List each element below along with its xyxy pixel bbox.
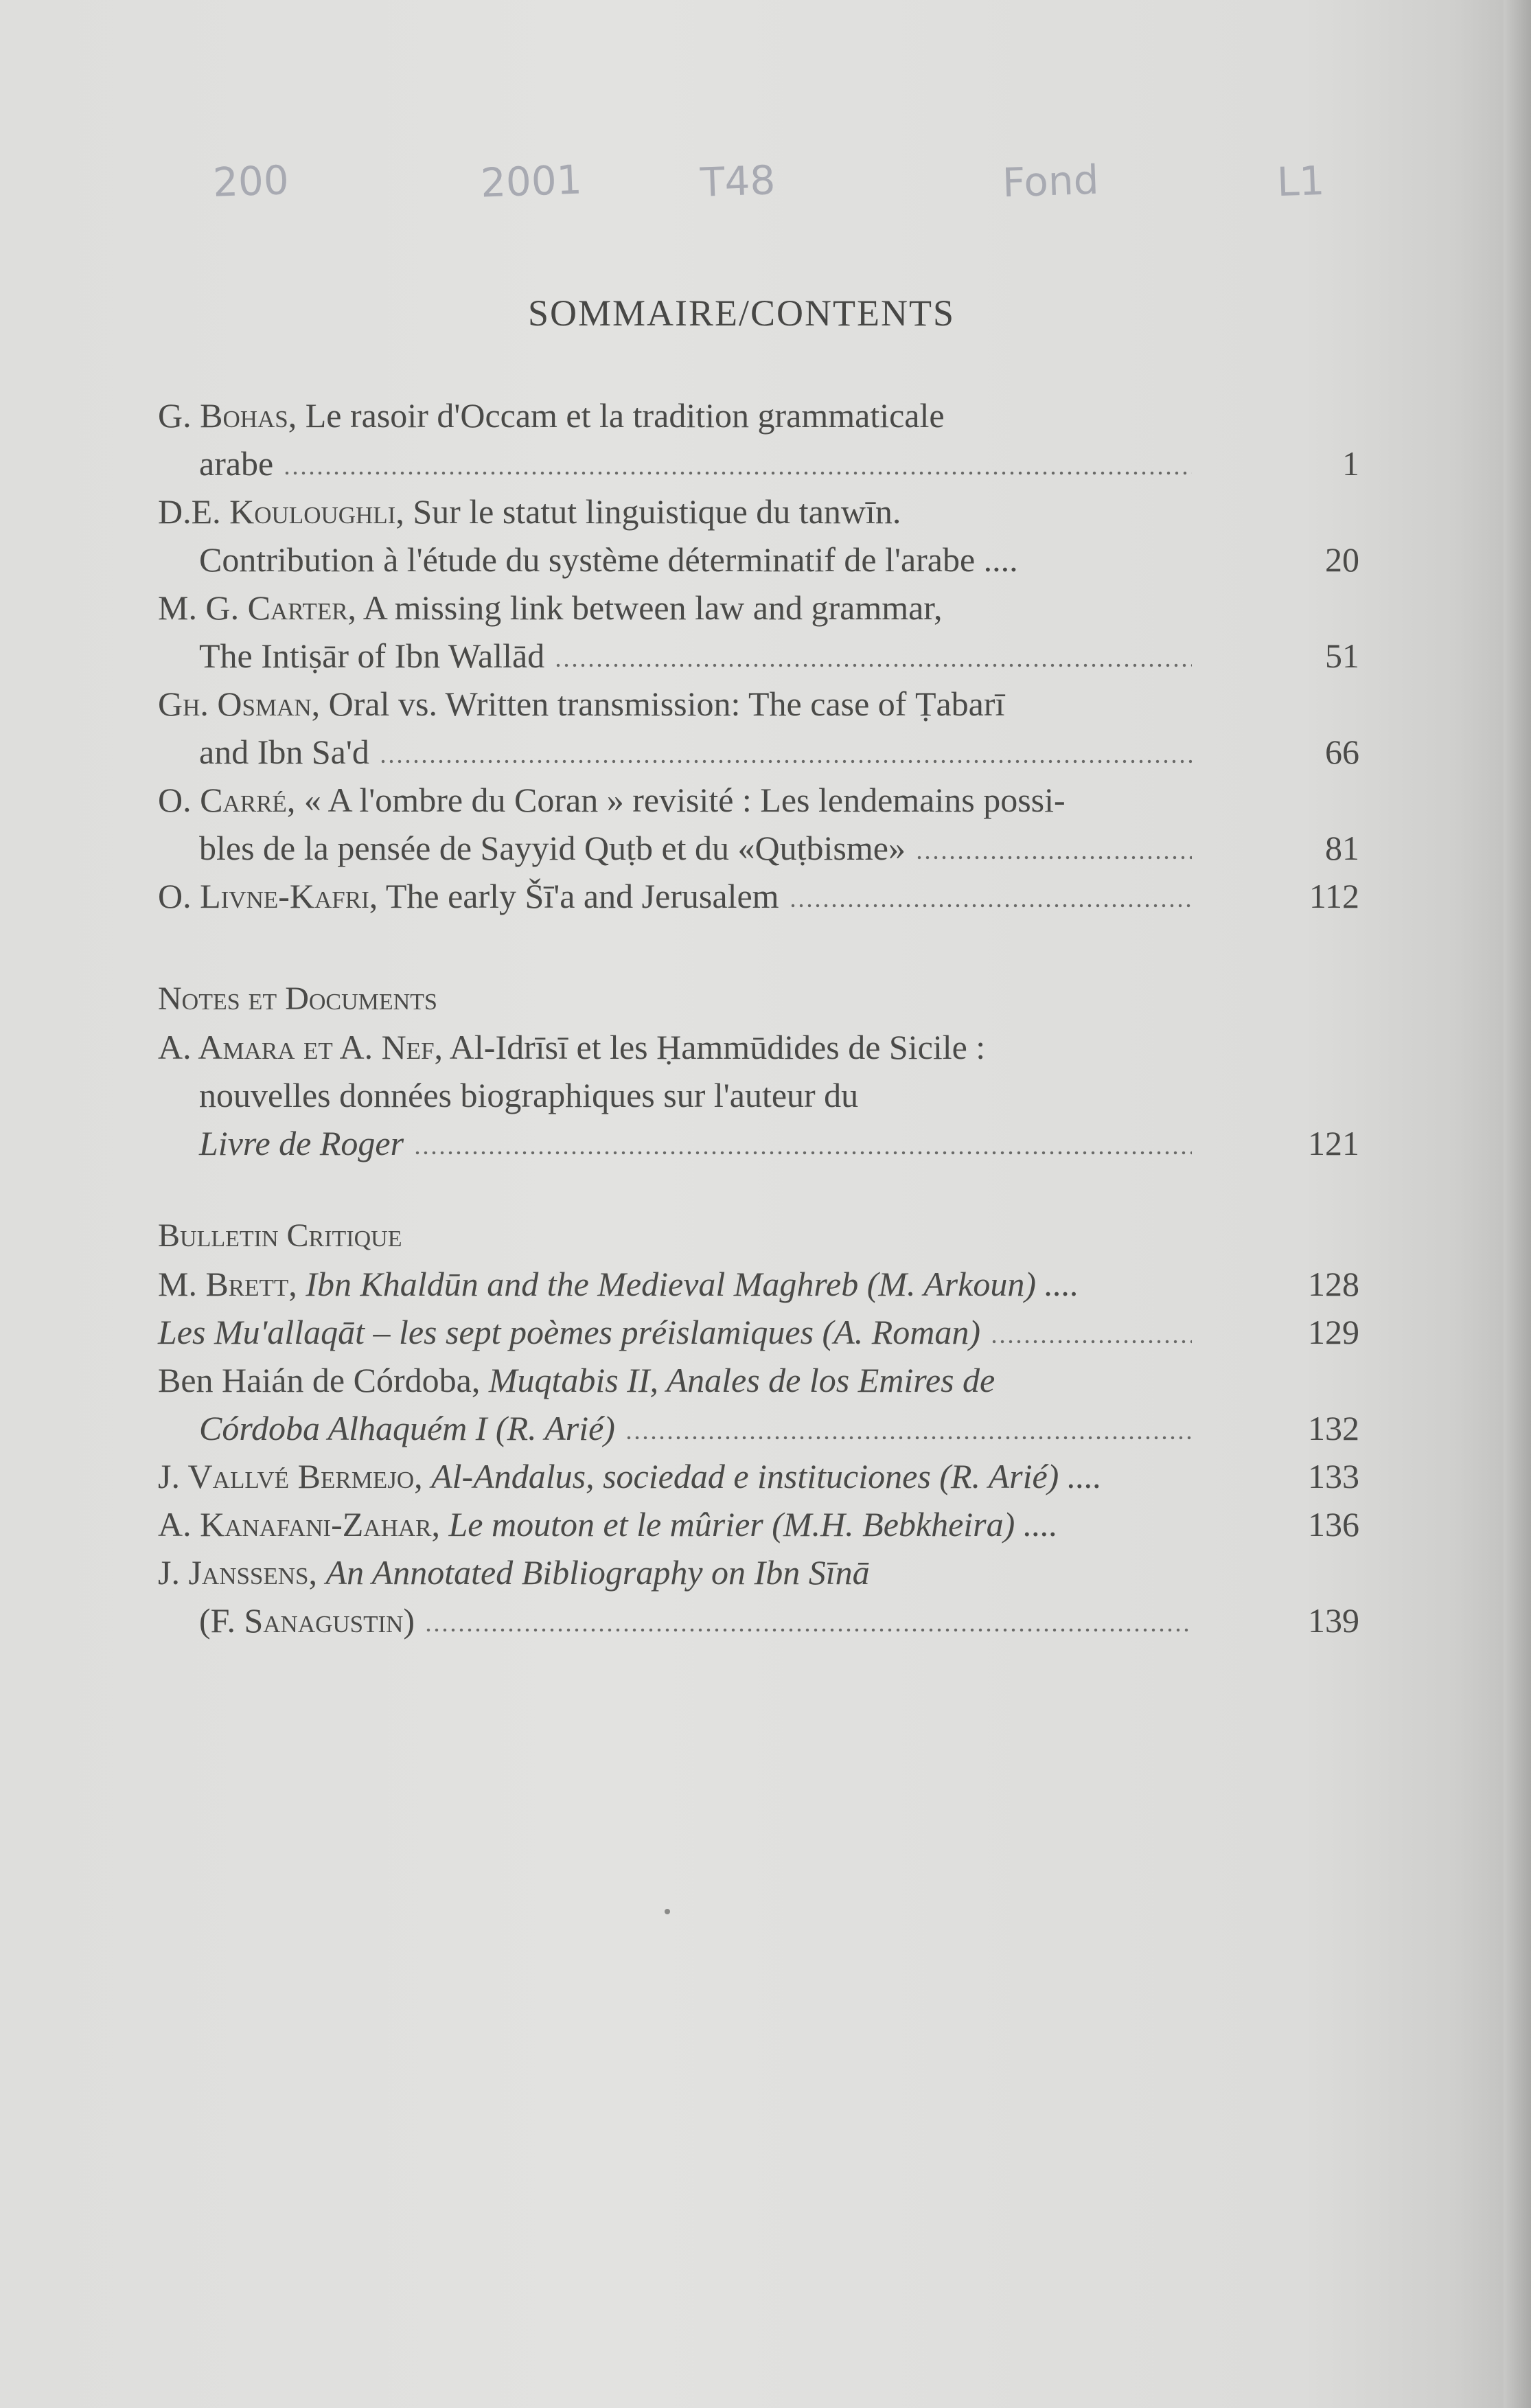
toc-entry-continuation [158,1119,1359,1167]
entry-author: G. Bohas [158,396,288,435]
entry-page-number: 66 [1325,733,1359,771]
entry-title-line: Ibn Khaldūn and the Medieval Maghreb (M. Arkoun) .... [306,1265,1079,1303]
handwritten-note-3: T48 [699,157,776,206]
entry-page-number: 129 [1308,1313,1359,1351]
toc-entry-continuation [158,824,1359,872]
toc-entry: A. Amara et A. Nef, Al-Idrīsī et les Ḥammūdides de Sicile : [158,1028,986,1066]
leader-dots [283,466,1192,475]
entry-page-number: 128 [1308,1265,1359,1303]
entry-author: A. Kanafani-Zahar [158,1505,432,1544]
ink-speck [665,1909,670,1914]
entry-author: J. Janssens [158,1553,309,1592]
page-edge-shadow [1504,0,1531,2408]
entry-author: Gh. Osman [158,685,312,723]
entry-title-line: Le mouton et le mûrier (M.H. Bebkheira) .... [448,1505,1058,1544]
toc-entry: Gh. Osman, Oral vs. Written transmission: The case of Ṭabarī [158,685,1005,723]
entry-page-number: 133 [1308,1457,1359,1495]
toc-entry: O. Livne-Kafri, The early Šī'a and Jerusalem 112 [158,872,1325,920]
entry-title-line: An Annotated Bibliography on Ibn Sīnā [325,1553,870,1592]
toc-entry: O. Carré, « A l'ombre du Coran » revisité : Les lendemains possi- [158,781,1066,819]
entry-title-line: bles de la pensée de Sayyid Quṭb et du «Quṭbisme» [199,829,906,867]
entry-title-line: Oral vs. Written transmission: The case of Ṭabarī [328,685,1005,723]
leader-dots [625,1430,1192,1440]
toc-entry-continuation [158,1404,1359,1452]
entry-page-number: 132 [1308,1409,1359,1447]
toc-entry-continuation [158,632,1359,680]
entry-page-number: 112 [1309,877,1359,915]
entry-author: M. Brett [158,1265,289,1303]
entry-title-line: « A l'ombre du Coran » revisité : Les lendemains possi- [303,781,1066,819]
entry-title-line: The early Šī'a and Jerusalem [385,877,779,915]
entry-title-line: Sur le statut linguistique du tanwīn. [413,492,901,531]
entry-page-number: 136 [1308,1505,1359,1544]
entry-page-number: 139 [1308,1601,1359,1640]
section-heading: Notes et Documents [158,981,437,1017]
toc-entry-continuation [158,1596,1359,1644]
section-heading: Bulletin Critique [158,1217,402,1254]
entry-author: M. G. Carter [158,588,348,627]
entry-author: Ben Haián de Córdoba [158,1361,472,1399]
entry-author: J. Vallvé Bermejo [158,1457,415,1495]
entry-author: O. Carré [158,781,287,819]
leader-dots [379,754,1192,764]
page-title: SOMMAIRE/CONTENTS [527,293,956,334]
entry-title-line: Les Mu'allaqāt – les sept poèmes préislamiques (A. Roman) [158,1313,981,1351]
handwritten-note-4: Fond [1001,156,1100,207]
handwritten-annotations [0,158,1531,220]
toc-entry [158,1308,1359,1356]
entry-title-line: arabe [199,444,274,483]
entry-title-line: Livre de Roger [199,1124,404,1162]
toc-entry: Ben Haián de Córdoba, Muqtabis II, Anales de los Emires de [158,1361,995,1399]
entry-page-number: 51 [1325,637,1359,675]
toc-entry-continuation [158,536,1359,584]
entry-title-line: Córdoba Alhaquém I (R. Arié) [199,1409,615,1447]
toc-entry: M. Brett, Ibn Khaldūn and the Medieval Maghreb (M. Arkoun) .... 128 [158,1260,1325,1308]
entry-page-number: 1 [1342,444,1359,483]
entry-page-number: 20 [1325,540,1359,579]
toc-entry: D.E. Kouloughli, Sur le statut linguistique du tanwīn. [158,492,901,531]
leader-dots [789,898,1192,908]
entry-page-number: 81 [1325,829,1359,867]
toc-entry-continuation [158,728,1359,776]
leader-dots [424,1622,1192,1632]
entry-title-line: Le rasoir d'Occam et la tradition grammaticale [305,396,945,435]
entry-title-line: The Intiṣār of Ibn Wallād [199,637,545,675]
entry-author: A. Amara et A. Nef [158,1028,435,1066]
toc-entry: G. Bohas, Le rasoir d'Occam et la tradition grammaticale [158,396,945,435]
handwritten-note-1: 200 [211,157,290,206]
entry-author: O. Livne-Kafri [158,877,369,915]
leader-dots [554,658,1192,667]
toc-notes-documents [158,975,1359,1167]
toc-entry-continuation [158,1071,1325,1119]
entry-author: D.E. Kouloughli [158,492,396,531]
leader-dots [413,1145,1192,1155]
toc-articles [158,391,1359,920]
handwritten-note-5: L1 [1276,157,1326,206]
entry-title-line: nouvelles données biographiques sur l'auteur du [199,1076,859,1114]
toc-entry: M. G. Carter, A missing link between law and grammar, [158,588,943,627]
entry-title-line: Al-Idrīsī et les Ḥammūdides de Sicile : [449,1028,986,1066]
toc-entry: J. Janssens, An Annotated Bibliography on Ibn Sīnā [158,1553,870,1592]
leader-dots [990,1334,1192,1344]
entry-title-line: Contribution à l'étude du système déterminatif de l'arabe .... [199,540,1018,579]
toc-entry: J. Vallvé Bermejo, Al-Andalus, sociedad e instituciones (R. Arié) .... 133 [158,1452,1325,1500]
toc-bulletin-critique [158,1212,1359,1644]
handwritten-note-2: 2001 [479,156,583,207]
toc-entry: A. Kanafani-Zahar, Le mouton et le mûrier (M.H. Bebkheira) .... 136 [158,1500,1325,1548]
entry-page-number: 121 [1308,1124,1359,1162]
entry-title-line: A missing link between law and grammar, [362,588,943,627]
toc-entry-continuation [158,439,1359,488]
entry-title-line: and Ibn Sa'd [199,733,369,771]
entry-title-line: (F. Sanagustin) [199,1601,415,1640]
leader-dots [915,850,1192,860]
entry-title-line: Al-Andalus, sociedad e instituciones (R. Arié) .... [431,1457,1102,1495]
entry-title-line: Muqtabis II, Anales de los Emires de [488,1361,995,1399]
